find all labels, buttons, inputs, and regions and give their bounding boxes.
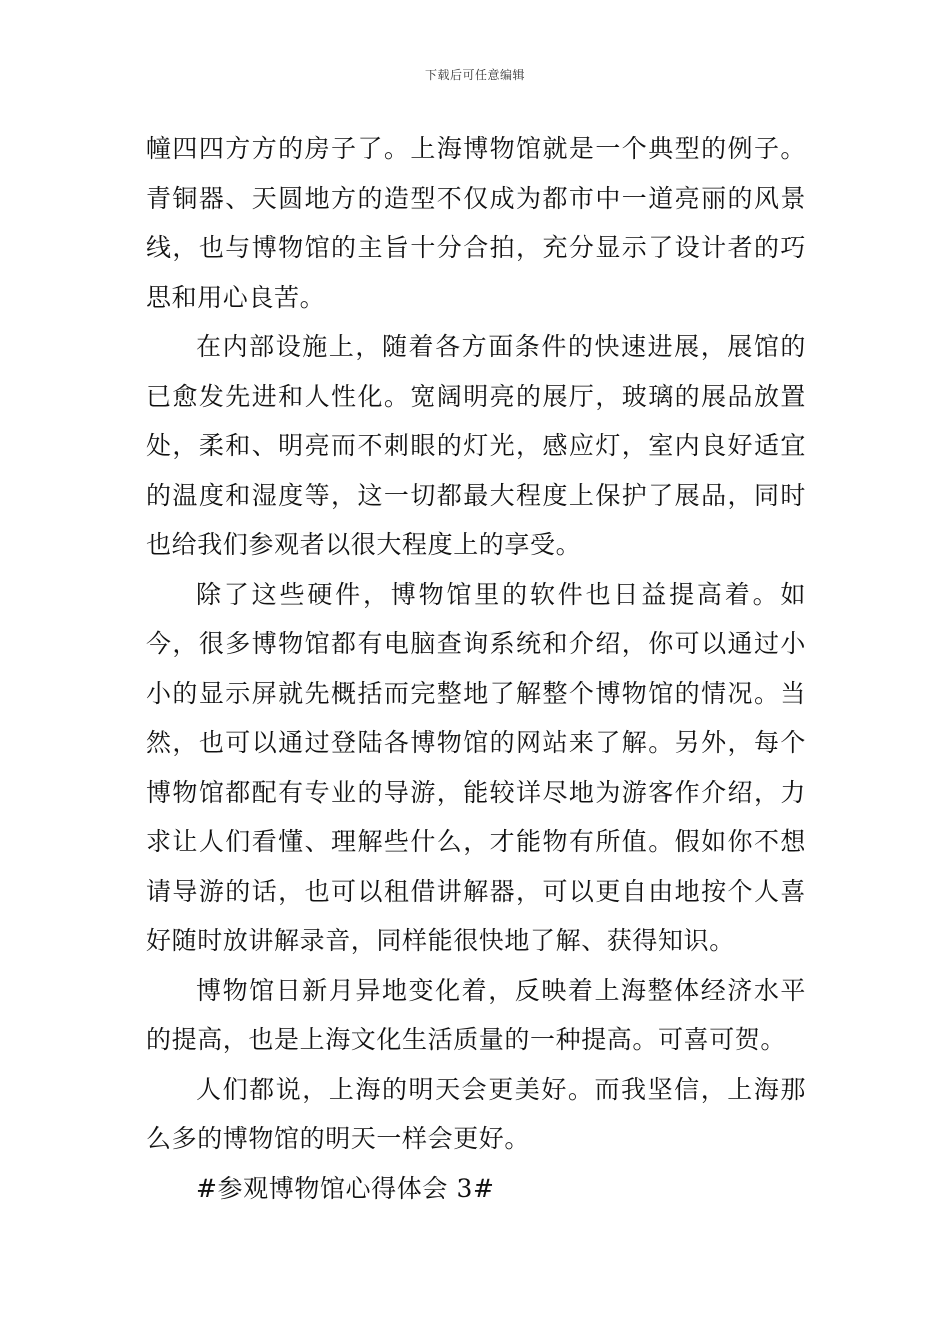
section-heading: #参观博物馆心得体会 3# (196, 1173, 495, 1203)
document-body (146, 124, 806, 1213)
paragraph-3: 除了这些硬件，博物馆里的软件也日益提高着。如今，很多博物馆都有电脑查询系统和介绍，你可以通过小小的显示屏就先概括而完整地了解整个博物馆的情况。当然，也可以通过登陆各博物馆的网站来了解。另外，每个博物馆都配有专业的导游，能较详尽地为游客作介绍，力求让人们看懂、理解些什么，才能物有所值。假如你不想请导游的话，也可以租借讲解器，可以更自由地按个人喜好随时放讲解录音，同样能很快地了解、获得知识。 (146, 579, 806, 955)
paragraph-4: 博物馆日新月异地变化着，反映着上海整体经济水平的提高，也是上海文化生活质量的一种提高。可喜可贺。 (146, 975, 806, 1054)
paragraph-2: 在内部设施上，随着各方面条件的快速进展，展馆的已愈发先进和人性化。宽阔明亮的展厅，玻璃的展品放置处，柔和、明亮而不刺眼的灯光，感应灯，室内良好适宜的温度和湿度等，这一切都最大程度上保护了展品，同时也给我们参观者以很大程度上的享受。 (146, 332, 806, 559)
page-header: 下载后可任意编辑 (424, 68, 525, 82)
paragraph-5: 人们都说，上海的明天会更美好。而我坚信，上海那么多的博物馆的明天一样会更好。 (146, 1074, 806, 1153)
paragraph-1: 幢四四方方的房子了。上海博物馆就是一个典型的例子。青铜器、天圆地方的造型不仅成为都市中一道亮丽的风景线，也与博物馆的主旨十分合拍，充分显示了设计者的巧思和用心良苦。 (146, 134, 806, 312)
